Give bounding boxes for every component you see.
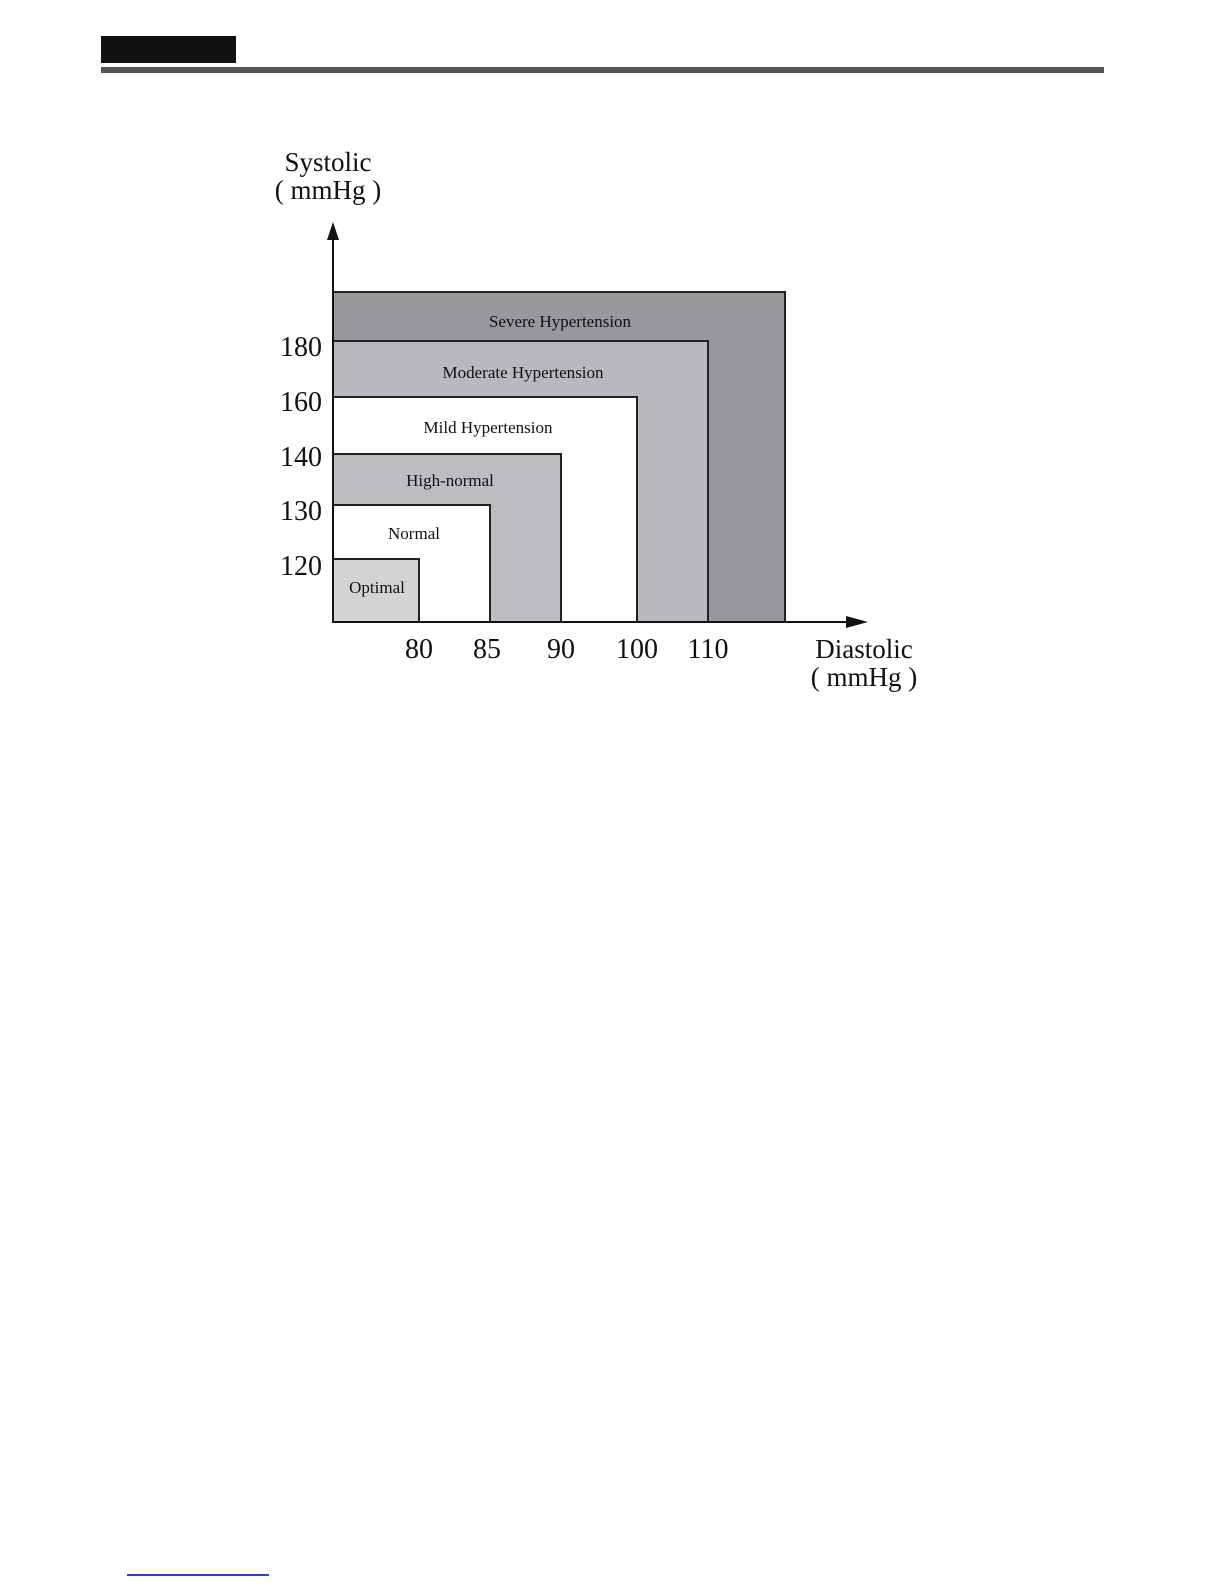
y-tick-label: 180 bbox=[280, 332, 322, 363]
zone-label-optimal: Optimal bbox=[349, 578, 405, 597]
zone-label-normal: Normal bbox=[388, 524, 440, 543]
x-axis-title-line2: ( mmHg ) bbox=[810, 662, 918, 692]
zone-label-severe-hypertension: Severe Hypertension bbox=[488, 312, 632, 331]
x-tick-label: 80 bbox=[405, 634, 433, 665]
zone-label-moderate-hypertension: Moderate Hypertension bbox=[442, 363, 604, 382]
zone-label-mild-hypertension: Mild Hypertension bbox=[423, 418, 553, 437]
footer-link-underline bbox=[127, 1574, 269, 1576]
y-tick-label: 120 bbox=[280, 551, 322, 582]
y-tick-label: 160 bbox=[280, 387, 322, 418]
y-tick-label: 140 bbox=[280, 442, 322, 473]
x-axis-arrow bbox=[846, 616, 868, 628]
x-tick-label: 90 bbox=[547, 634, 575, 665]
x-tick-label: 85 bbox=[473, 634, 501, 665]
zone-label-high-normal: High-normal bbox=[406, 471, 494, 490]
zone-group bbox=[333, 292, 785, 622]
y-axis-title-line1: Systolic bbox=[284, 147, 372, 177]
x-tick-label: 100 bbox=[616, 634, 658, 665]
x-tick-label: 110 bbox=[687, 634, 729, 665]
y-axis-title-line2: ( mmHg ) bbox=[274, 175, 382, 205]
x-axis-title-line1: Diastolic bbox=[815, 634, 913, 664]
y-tick-label: 130 bbox=[280, 496, 322, 527]
y-axis-arrow bbox=[327, 222, 339, 240]
